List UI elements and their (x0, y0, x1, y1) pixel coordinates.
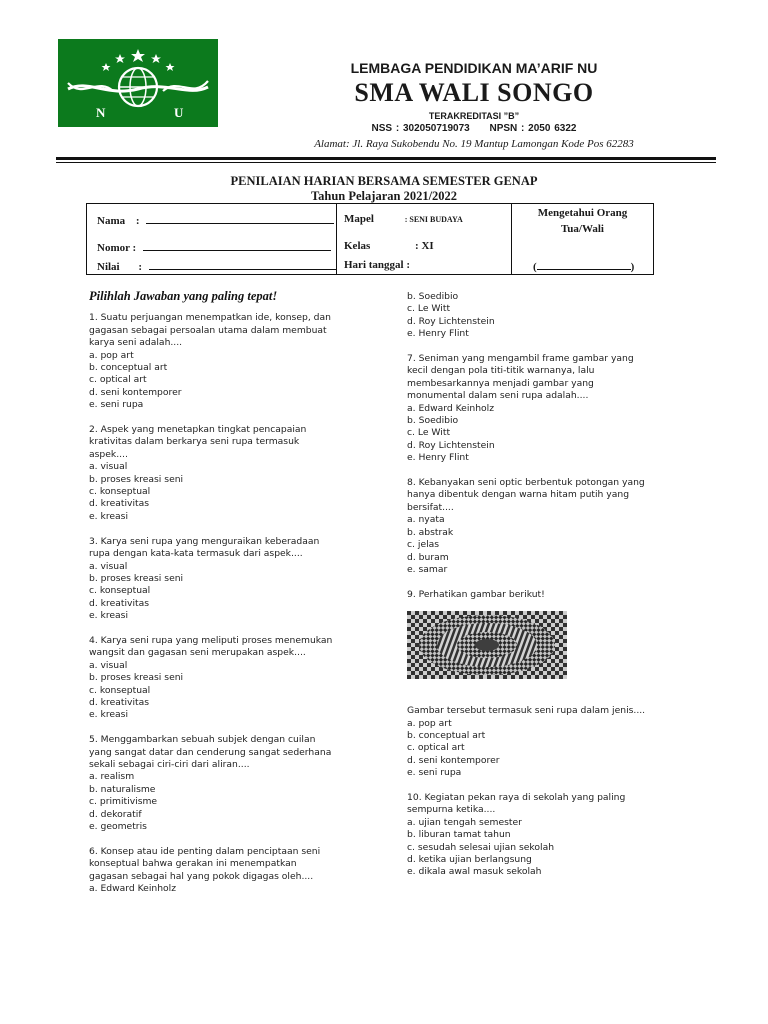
option[interactable]: e. kreasi (89, 510, 129, 522)
option[interactable]: b. conceptual art (407, 729, 486, 741)
option[interactable]: c. Le Witt (407, 427, 451, 439)
parent-signature-field[interactable] (533, 259, 634, 273)
option[interactable]: b. naturalisme (89, 783, 156, 795)
option[interactable]: d. seni kontemporer (407, 754, 500, 766)
school-address: Alamat: Jl. Raya Sukobendu No. 19 Mantup Lamongan Kode Pos 62283 (314, 138, 634, 150)
op-art-checker-icon (407, 611, 567, 679)
question-1 (89, 312, 389, 411)
nilai-colon: : (138, 261, 143, 273)
question-line: 4. Karya seni rupa yang meliputi proses menemukan (89, 634, 333, 646)
npsn-number: NPSN : 2050 6322 (489, 123, 577, 134)
option[interactable]: b. proses kreasi seni (89, 672, 184, 684)
option[interactable]: d. seni kontemporer (89, 386, 182, 398)
nama-field[interactable] (97, 213, 334, 227)
question-line: sekali sebagai ciri-ciri dari aliran.... (89, 758, 250, 770)
school-name: SMA WALI SONGO (354, 78, 594, 107)
question-line: Gambar tersebut termasuk seni rupa dalam jenis.... (407, 705, 646, 717)
option[interactable]: e. Henry Flint (407, 328, 469, 340)
question-8 (407, 477, 707, 576)
option[interactable]: b. proses kreasi seni (89, 572, 184, 584)
question-6 (89, 846, 389, 896)
right-column (407, 291, 707, 879)
option[interactable]: c. konseptual (89, 486, 151, 498)
nomor-label: Nomor : (97, 242, 137, 254)
question-line: 10. Kegiatan pekan raya di sekolah yang paling (407, 791, 626, 803)
option[interactable]: c. konseptual (89, 684, 151, 696)
parent-sign-area (511, 205, 654, 237)
accreditation: TERAKREDITASI ”B” (428, 111, 520, 121)
question-5 (89, 734, 389, 833)
question-line: yang sangat datar dan cenderung sangat sederhana (89, 746, 332, 758)
exam-title: PENILAIAN HARIAN BERSAMA SEMESTER GENAP (230, 174, 538, 188)
option[interactable]: b. abstrak (407, 526, 454, 538)
question-line: kecil dengan pola titi-titik warnanya, lalu (407, 365, 595, 377)
option[interactable]: e. Henry Flint (407, 452, 469, 464)
option[interactable]: a. pop art (407, 717, 452, 729)
option[interactable]: c. jelas (407, 539, 440, 551)
header-divider-thick (56, 157, 716, 160)
question-4 (89, 635, 389, 722)
option[interactable]: a. Edward Keinholz (89, 883, 177, 895)
option[interactable]: d. kreativitas (89, 696, 150, 708)
option[interactable]: e. seni rupa (89, 399, 144, 411)
nilai-label: Nilai (97, 261, 120, 273)
question-line: 7. Seniman yang mengambil frame gambar yang (407, 353, 634, 365)
paren-close: ) (630, 261, 635, 273)
option[interactable]: c. sesudah selesai ujian sekolah (407, 841, 555, 853)
option[interactable]: e. kreasi (89, 610, 129, 622)
question-line: hanya dibentuk dengan warna hitam putih yang (407, 489, 630, 501)
logo-letter-n: N (96, 105, 106, 120)
question-line: membesarkannya menjadi gambar yang (407, 377, 594, 389)
option[interactable]: b. conceptual art (89, 362, 168, 374)
parent-label-2: Tua/Wali (560, 223, 604, 235)
option[interactable]: e. dikala awal masuk sekolah (407, 866, 542, 878)
question-line: 5. Menggambarkan sebuah subjek dengan cuilan (89, 734, 316, 746)
question-3 (89, 536, 389, 623)
op-art-image (407, 611, 567, 679)
question-line: 6. Konsep atau ide penting dalam penciptaan seni (89, 845, 321, 857)
question-line: bersifat.... (407, 501, 454, 513)
option[interactable]: a. visual (89, 659, 128, 671)
option[interactable]: d. dekoratif (89, 808, 142, 820)
question-line: 1. Suatu perjuangan menempatkan ide, konsep, dan (89, 312, 331, 324)
question-line: wangsit dan gagasan seni merupakan aspek.... (89, 647, 306, 659)
question-line: rupa dengan kata-kata termasuk dari aspek.... (89, 548, 303, 560)
nilai-blank[interactable] (149, 259, 337, 270)
left-column (89, 290, 389, 895)
option[interactable]: e. geometris (89, 821, 147, 832)
question-line: krativitas dalam berkarya seni rupa termasuk (89, 436, 300, 448)
mapel-label: Mapel (344, 213, 374, 225)
mapel-field (344, 213, 463, 225)
question-6-continued (407, 291, 707, 341)
nomor-blank[interactable] (143, 240, 331, 251)
nama-blank[interactable] (146, 213, 334, 224)
question-line: gagasan sebagai hal yang pokok digagas oleh.... (89, 870, 314, 882)
question-line: 3. Karya seni rupa yang menguraikan keberadaan (89, 535, 320, 547)
question-7 (407, 353, 707, 465)
question-line: monumental dalam seni rupa adalah.... (407, 390, 589, 402)
option[interactable]: c. Le Witt (407, 303, 451, 315)
option[interactable]: e. samar (407, 563, 448, 575)
hari-label: Hari tanggal : (344, 259, 410, 271)
question-line: aspek.... (89, 448, 128, 460)
option[interactable]: b. proses kreasi seni (89, 473, 184, 485)
hari-field[interactable] (344, 259, 410, 271)
instruction-text: Pilihlah Jawaban yang paling tepat! (89, 289, 278, 303)
option[interactable]: b. Soedibio (407, 291, 459, 302)
question-line: 2. Aspek yang menetapkan tingkat pencapaian (89, 424, 307, 436)
student-info-box (86, 203, 654, 275)
school-ids (90, 123, 768, 134)
option[interactable]: b. liburan tamat tahun (407, 829, 511, 841)
question-line: gagasan sebagai persoalan utama dalam membuat (89, 324, 327, 336)
question-2 (89, 424, 389, 523)
option[interactable]: b. Soedibio (407, 415, 459, 427)
question-line: sempurna ketika.... (407, 804, 496, 816)
parent-signature-blank[interactable] (537, 259, 631, 270)
option[interactable]: a. visual (89, 560, 128, 572)
option[interactable]: d. ketika ujian berlangsung (407, 853, 532, 865)
paren-open: ( (533, 261, 537, 273)
question-line: 9. Perhatikan gambar berikut! (407, 588, 545, 600)
nilai-field[interactable] (97, 259, 337, 273)
option[interactable]: c. konseptual (89, 585, 151, 597)
nss-number: NSS : 302050719073 (371, 123, 470, 134)
option[interactable]: e. kreasi (89, 709, 129, 721)
option[interactable]: c. optical art (89, 374, 147, 386)
option[interactable]: d. Roy Lichtenstein (407, 315, 495, 327)
question-line: karya seni adalah.... (89, 337, 183, 349)
option[interactable]: a. realism (89, 771, 135, 783)
nomor-field[interactable] (97, 240, 331, 254)
mapel-value: : SENI BUDAYA (404, 215, 463, 224)
option[interactable]: a. ujian tengah semester (407, 816, 522, 828)
exam-year: Tahun Pelajaran 2021/2022 (310, 189, 458, 203)
option[interactable]: a. nyata (407, 514, 445, 526)
option[interactable]: a. pop art (89, 349, 134, 361)
kelas-label: Kelas (344, 240, 371, 252)
option[interactable]: d. Roy Lichtenstein (407, 439, 495, 451)
option[interactable]: a. visual (89, 461, 128, 473)
nama-label: Nama (97, 215, 126, 227)
option[interactable]: c. primitivisme (89, 796, 158, 808)
institution-name: LEMBAGA PENDIDIKAN MA’ARIF NU (350, 60, 598, 76)
option[interactable]: a. Edward Keinholz (407, 402, 495, 414)
option[interactable]: e. seni rupa (407, 767, 462, 779)
question-9 (407, 589, 707, 780)
parent-label-1: Mengetahui Orang (537, 207, 628, 219)
header-divider-thin (56, 162, 716, 163)
question-line: konseptual bahwa gerakan ini menempatkan (89, 858, 297, 870)
option[interactable]: d. buram (407, 551, 449, 563)
kelas-value: : XI (415, 240, 434, 252)
kelas-field (344, 240, 434, 252)
option[interactable]: c. optical art (407, 742, 465, 754)
nama-colon: : (135, 215, 140, 227)
option[interactable]: d. kreativitas (89, 597, 150, 609)
logo-letter-u: U (174, 105, 184, 120)
option[interactable]: d. kreativitas (89, 498, 150, 510)
question-line: 8. Kebanyakan seni optic berbentuk potongan yang (407, 477, 645, 489)
question-10 (407, 792, 707, 879)
